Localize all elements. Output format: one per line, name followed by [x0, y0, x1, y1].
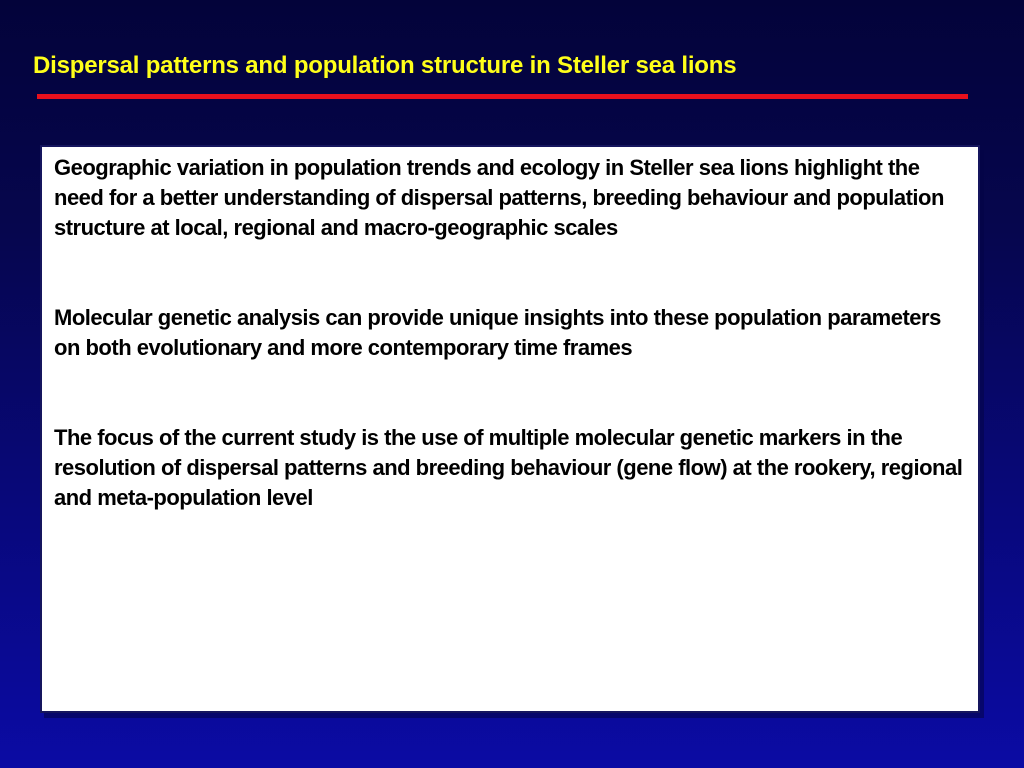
content-panel — [40, 145, 980, 713]
title-divider-line — [37, 94, 968, 99]
body-paragraph-3: The focus of the current study is the use of multiple molecular genetic markers in the resolution of dispersal patterns and breeding behaviour (gene flow) at the rookery, regional and meta-population level — [54, 425, 963, 510]
body-paragraph-1: Geographic variation in population trends and ecology in Steller sea lions highlight the need for a better understanding of dispersal patterns, breeding behaviour and population structure at local, regional and macro-geographic scales — [54, 155, 944, 240]
slide-title: Dispersal patterns and population structure in Steller sea lions — [33, 52, 737, 79]
body-paragraph-2: Molecular genetic analysis can provide unique insights into these population parameters on both evolutionary and more contemporary time frames — [54, 305, 941, 360]
